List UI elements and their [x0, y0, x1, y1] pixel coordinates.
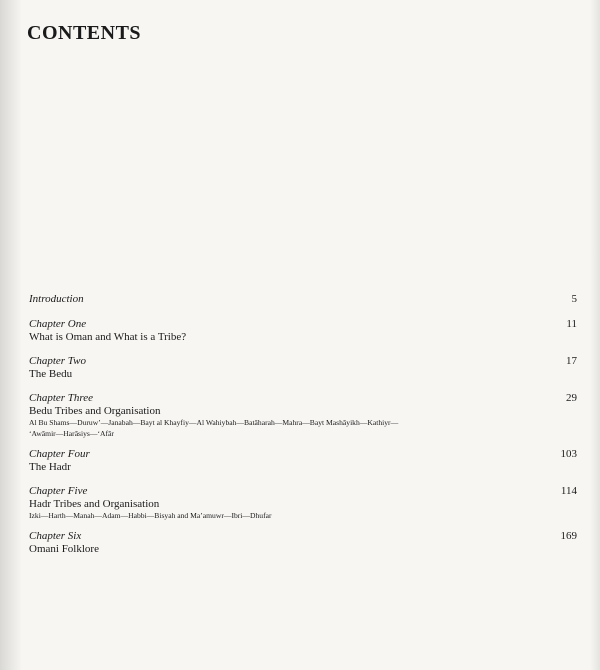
- toc-entry-chapter-six: [29, 530, 577, 556]
- toc-entry-introduction: [29, 293, 577, 306]
- entry-label: Chapter Three: [29, 392, 94, 404]
- entry-subtitle: Al Bu Shams—Duruwʼ—Janabah—Bayt al Khayfiy—Al Wahiybah—Batāharah—Mahra—Bayt Mashāyikh—Kathiyr—: [29, 418, 399, 427]
- entry-page-number: 17: [566, 355, 577, 367]
- entry-heading: The Hadr: [29, 461, 71, 473]
- entry-label: Chapter Six: [29, 530, 82, 542]
- entry-label: Chapter One: [29, 318, 87, 330]
- entry-page-number: 103: [560, 448, 577, 460]
- entry-label: Introduction: [29, 293, 84, 305]
- entry-subtitle: ʻAwāmir—Harāsiys—ʻAfār: [29, 428, 114, 438]
- entry-page-number: 169: [560, 530, 577, 542]
- toc-entry-chapter-two: [29, 355, 577, 381]
- page-gutter-shadow: [0, 0, 22, 670]
- entry-label: Chapter Two: [29, 355, 86, 367]
- entry-page-number: 5: [571, 293, 577, 305]
- toc-entry-chapter-one: [29, 318, 577, 344]
- entry-label: Chapter Five: [29, 485, 88, 497]
- entry-page-number: 29: [566, 392, 577, 404]
- entry-heading: Omani Folklore: [29, 543, 99, 555]
- page-edge-shadow: [590, 0, 600, 670]
- page-title: CONTENTS: [27, 22, 142, 44]
- entry-heading: The Bedu: [29, 368, 73, 380]
- entry-heading: Bedu Tribes and Organisation: [29, 405, 161, 417]
- toc-entry-chapter-three: [29, 392, 577, 439]
- toc-entry-chapter-four: [29, 448, 577, 474]
- toc-entry-chapter-five: [29, 485, 577, 522]
- entry-heading: Hadr Tribes and Organisation: [29, 498, 160, 510]
- entry-heading: What is Oman and What is a Tribe?: [29, 331, 187, 343]
- entry-page-number: 114: [560, 485, 577, 497]
- entry-subtitle: Izki—Harth—Manah—Adam—Habbi—Bisyah and Maʼamuwr—Ibri—Dhufar: [29, 511, 272, 520]
- entry-page-number: 11: [566, 318, 577, 330]
- entry-label: Chapter Four: [29, 448, 90, 460]
